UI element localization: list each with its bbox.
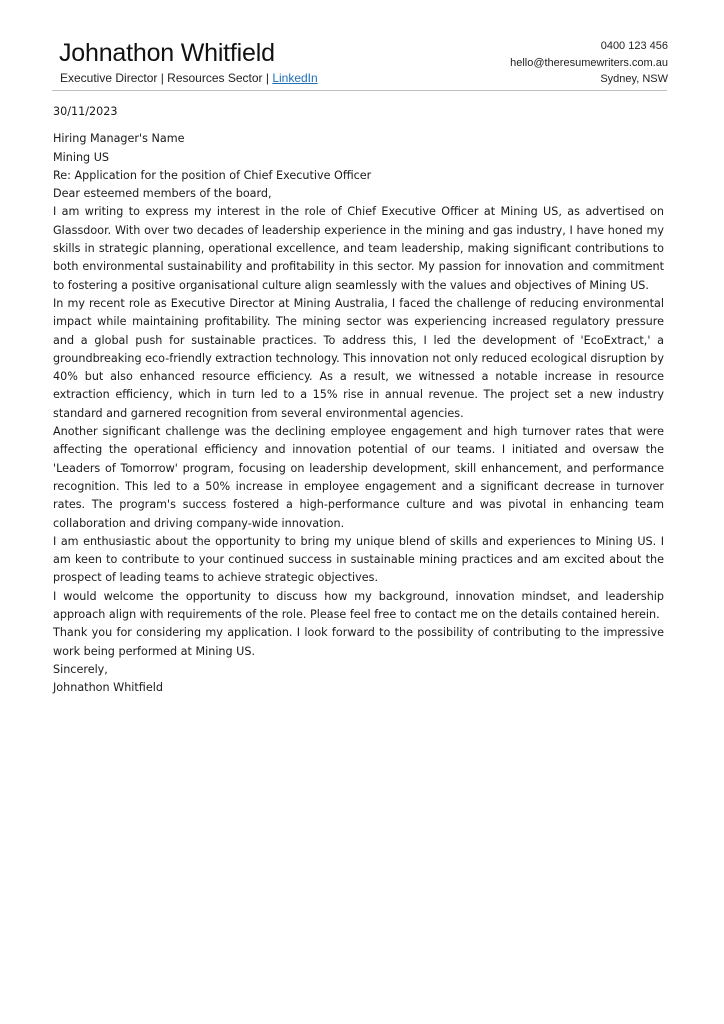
- closing: Sincerely,: [53, 662, 108, 676]
- letter-body: [53, 103, 664, 698]
- phone-number: 0400 123 456: [600, 40, 668, 52]
- paragraph-ecoextract: In my recent role as Executive Director at Mining Australia, I faced the challenge of reducing environmental impact while maintaining profitability. The mining sector was experiencing increased regulatory pressure and a global push for sustainable practices. To address this, I led the development of 'EcoExtract,' a groundbreaking eco-friendly extraction technology. This innovation not only reduced ecological disruption by 40% but also enhanced resource efficiency. As a result, we witnessed a notable increase in resource extraction efficiency, which in turn led to a 15% rise in annual revenue. The project set a new industry standard and garnered recognition from several environmental agencies.: [53, 296, 664, 420]
- salutation: Dear esteemed members of the board,: [53, 187, 272, 201]
- paragraph-discussion: I would welcome the opportunity to discuss how my background, innovation mindset, and leadership approach align with requirements of the role. Please feel free to contact me on the details contained herein.: [53, 589, 664, 622]
- paragraph-enthusiasm: I am enthusiastic about the opportunity to bring my unique blend of skills and experiences to Mining US. I am keen to contribute to your continued success in sustainable mining practices and am excited about the prospect of leading teams to achieve strategic objectives.: [53, 534, 664, 585]
- paragraph-intro: I am writing to express my interest in the role of Chief Executive Officer at Mining US, as advertised on Glassdoor. With over two decades of leadership experience in the mining and gas industry, I have honed my skills in strategic planning, operational excellence, and team leadership, making significant contributions to both environmental sustainability and profitability in this sector. My passion for innovation and commitment to fostering a positive organisational culture align seamlessly with the values and objectives of Mining US.: [53, 205, 664, 292]
- signature-name: Johnathon Whitfield: [53, 681, 163, 695]
- applicant-name: Johnathon Whitfield: [59, 39, 275, 67]
- paragraph-thanks: Thank you for considering my application. I look forward to the possibility of contributing to the impressive work being performed at Mining US.: [53, 626, 664, 658]
- letterhead: [0, 0, 724, 90]
- email-address: hello@theresumewriters.com.au: [510, 56, 668, 69]
- recipient-name: Hiring Manager's Name: [53, 132, 185, 146]
- subject-line: Re: Application for the position of Chief Executive Officer: [53, 168, 372, 182]
- location: Sydney, NSW: [600, 73, 668, 85]
- recipient-block: [53, 130, 664, 167]
- applicant-subtitle: [60, 71, 318, 85]
- subtitle-text: Executive Director | Resources Sector |: [60, 71, 273, 85]
- paragraph-leaders-program: Another significant challenge was the declining employee engagement and high turnover rates that were affecting the operational efficiency and innovation potential of our teams. I initiated and oversaw the 'Leaders of Tomorrow' program, focusing on leadership development, skill enhancement, and performance recognition. This led to a 50% increase in employee engagement and a significant decrease in turnover rates. The program's success fostered a high-performance culture and was pivotal in enhancing team collaboration and driving company-wide innovation.: [53, 425, 664, 530]
- linkedin-link[interactable]: LinkedIn: [272, 71, 318, 85]
- header-divider: [52, 90, 667, 91]
- recipient-company: Mining US: [53, 150, 109, 164]
- contact-block: [510, 38, 668, 88]
- letter-date: 30/11/2023: [53, 105, 118, 118]
